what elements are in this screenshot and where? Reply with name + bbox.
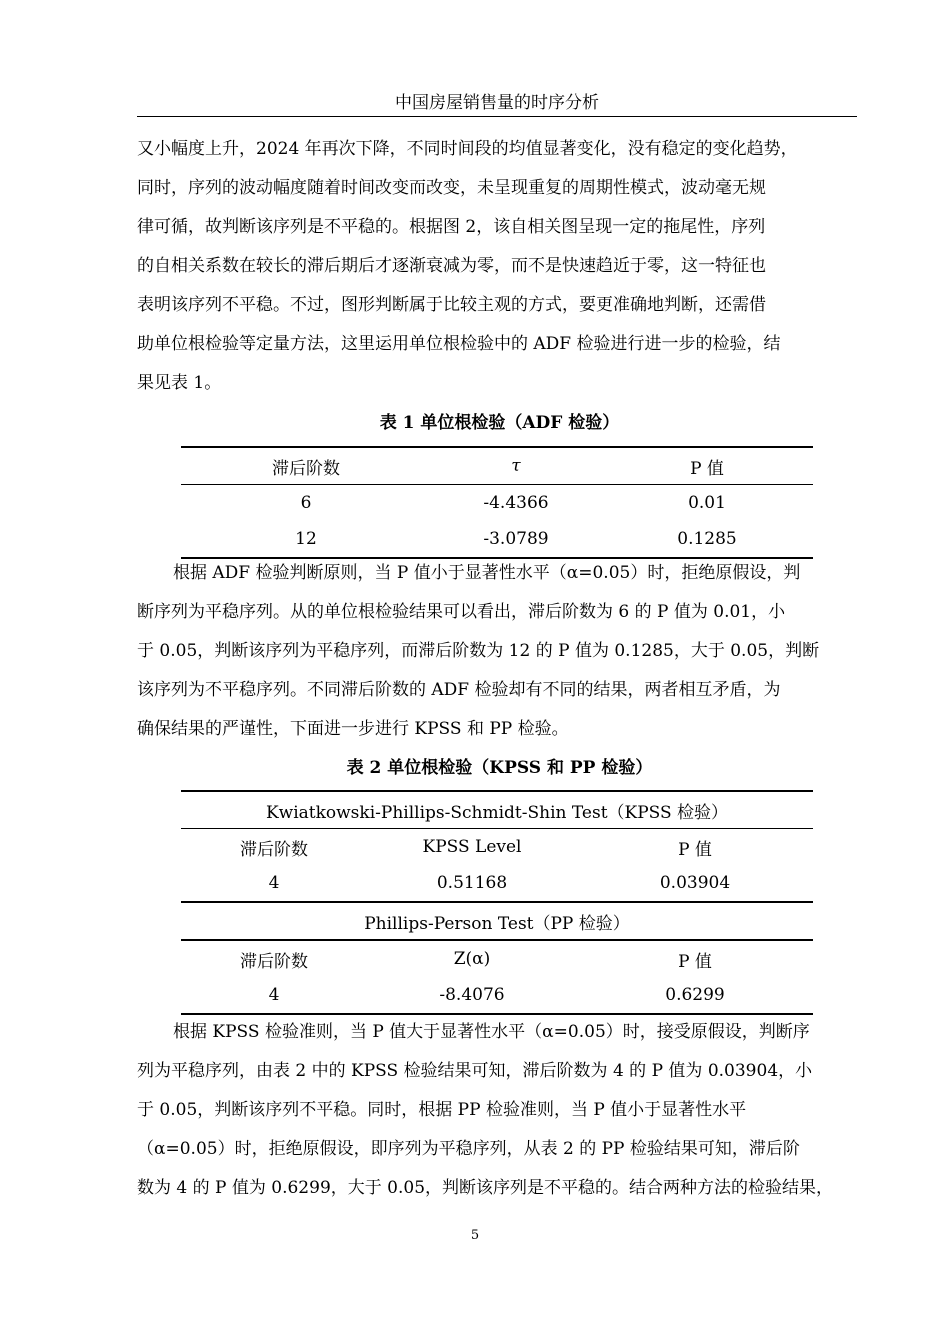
- header-cell: Z(α): [453, 949, 491, 969]
- paragraph-3: [137, 1013, 862, 1208]
- table-cell: 4: [268, 873, 280, 893]
- text-line: 助单位根检验等定量方法，这里运用单位根检验中的 ADF 检验进行进一步的检验，结: [137, 334, 781, 354]
- text-line: 于 0.05，判断该序列为平稳序列，而滞后阶数为 12 的 P 值为 0.1285，大于 0.05，判断: [137, 641, 820, 661]
- header-cell: 滞后阶数: [240, 951, 308, 972]
- pp-title: Phillips-Person Test（PP 检验）: [364, 913, 630, 934]
- table-cell: -4.4366: [483, 493, 549, 513]
- text-line: 果见表 1。: [137, 373, 222, 393]
- table-header-row: [181, 447, 813, 485]
- kpss-title: Kwiatkowski-Phillips-Schmidt-Shin Test（KPSS 检验）: [265, 802, 729, 823]
- table-cell: 0.03904: [659, 873, 731, 893]
- table-cell: 4: [268, 985, 280, 1005]
- table-row: [181, 485, 813, 522]
- text-line: 于 0.05，判断该序列不平稳。同时，根据 PP 检验准则，当 P 值小于显著性水平: [137, 1100, 747, 1120]
- table-adf: [181, 446, 813, 559]
- paragraph-1: [137, 130, 862, 403]
- text-line: 根据 ADF 检验判断原则，当 P 值小于显著性水平（α=0.05）时，拒绝原假设，判: [173, 563, 801, 583]
- header-cell: P 值: [678, 951, 712, 972]
- text-line: 该序列为不平稳序列。不同滞后阶数的 ADF 检验却有不同的结果，两者相互矛盾，为: [137, 680, 781, 700]
- text-line: 根据 KPSS 检验准则，当 P 值大于显著性水平（α=0.05）时，接受原假设，判断序: [173, 1022, 810, 1042]
- text-line: （α=0.05）时，拒绝原假设，即序列为平稳序列，从表 2 的 PP 检验结果可知，滞后阶: [137, 1139, 800, 1159]
- text-line: 断序列为平稳序列。从的单位根检验结果可以看出，滞后阶数为 6 的 P 值为 0.01，小: [137, 602, 786, 622]
- text-line: 表明该序列不平稳。不过，图形判断属于比较主观的方式，要更准确地判断，还需借: [137, 295, 766, 315]
- header-cell: 滞后阶数: [272, 458, 340, 479]
- paragraph-2: [137, 554, 862, 749]
- header-cell: KPSS Level: [422, 837, 522, 857]
- table2-caption: 表 2 单位根检验（KPSS 和 PP 检验）: [346, 758, 653, 778]
- page-number: 5: [470, 1228, 480, 1243]
- table-header-row: [181, 940, 813, 977]
- header-cell: P 值: [690, 458, 724, 479]
- table1-caption: 表 1 单位根检验（ADF 检验）: [379, 413, 620, 433]
- header-cell: τ: [511, 456, 521, 476]
- table-cell: 12: [295, 529, 317, 549]
- table-cell: 0.6299: [665, 985, 725, 1005]
- running-header: 中国房屋销售量的时序分析: [137, 90, 857, 117]
- text-line: 列为平稳序列，由表 2 中的 KPSS 检验结果可知，滞后阶数为 4 的 P 值为 0.03904，小: [137, 1061, 813, 1081]
- text-line: 又小幅度上升，2024 年再次下降，不同时间段的均值显著变化，没有稳定的变化趋势，: [137, 139, 798, 159]
- table-cell: 6: [300, 493, 312, 513]
- table-header-row: [181, 829, 813, 866]
- table-cell: 0.01: [688, 493, 726, 513]
- table-cell: 0.1285: [677, 529, 737, 549]
- text-line: 同时，序列的波动幅度随着时间改变而改变，未呈现重复的周期性模式，波动毫无规: [137, 178, 766, 198]
- table-row: [181, 521, 813, 558]
- text-line: 确保结果的严谨性，下面进一步进行 KPSS 和 PP 检验。: [137, 719, 569, 739]
- table-cell: 0.51168: [436, 873, 508, 893]
- header-cell: P 值: [678, 839, 712, 860]
- text-line: 数为 4 的 P 值为 0.6299，大于 0.05，判断该序列是不平稳的。结合两种方法的检验结果，: [137, 1178, 834, 1198]
- text-line: 律可循，故判断该序列是不平稳的。根据图 2，该自相关图呈现一定的拖尾性，序列: [137, 217, 766, 237]
- table-cell: -8.4076: [439, 985, 505, 1005]
- kpss-title-row: [181, 791, 813, 829]
- text-line: 的自相关系数在较长的滞后期后才逐渐衰减为零，而不是快速趋近于零，这一特征也: [137, 256, 766, 276]
- header-cell: 滞后阶数: [240, 839, 308, 860]
- table-kpss-pp: [181, 790, 813, 1015]
- table-cell: -3.0789: [483, 529, 549, 549]
- pp-title-row: [181, 902, 813, 940]
- table-row: [181, 977, 813, 1014]
- table-row: [181, 865, 813, 902]
